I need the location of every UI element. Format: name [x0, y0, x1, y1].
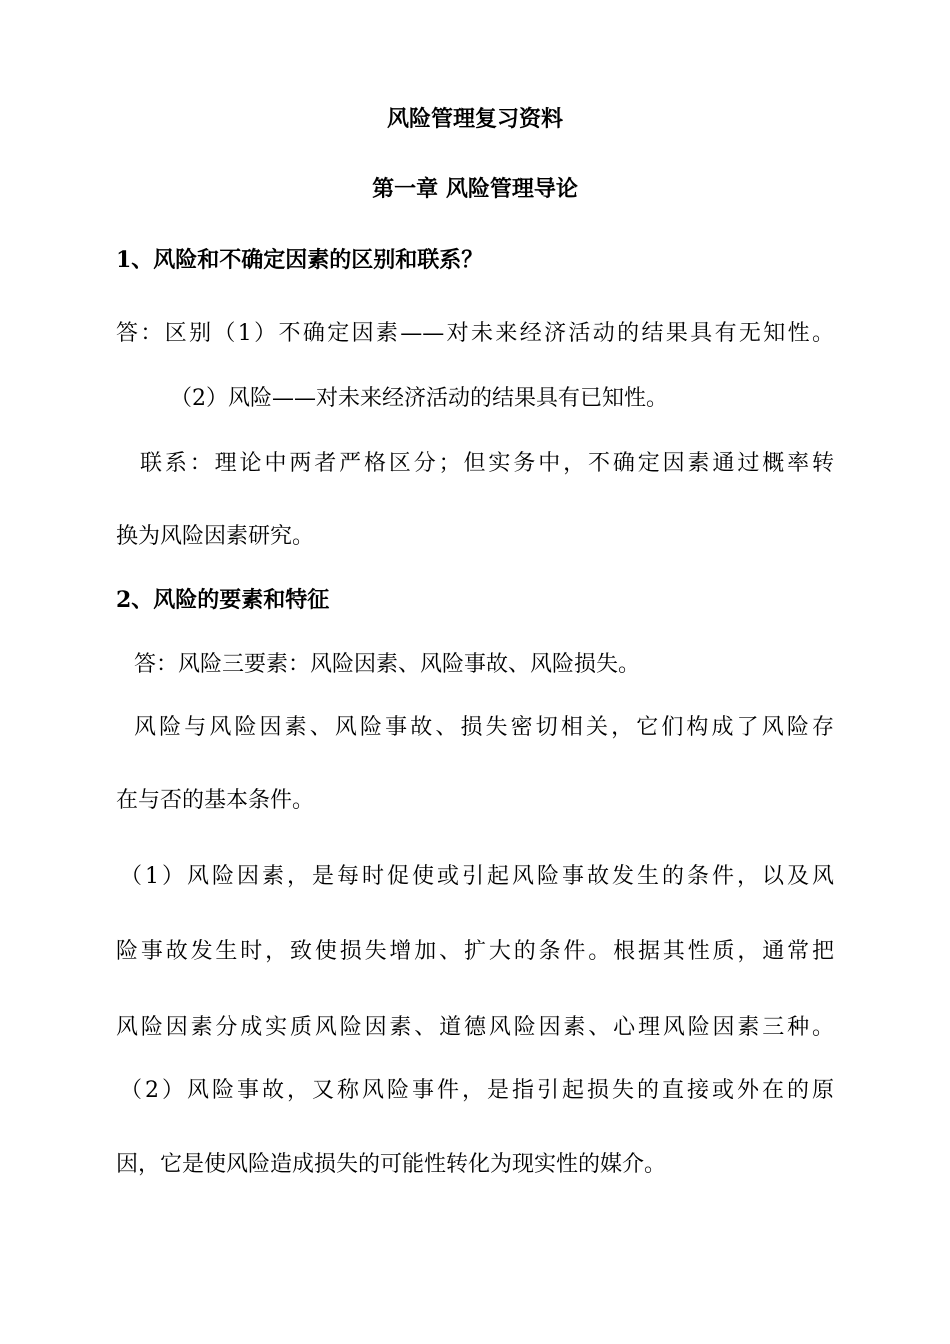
q1-answer-line: （2）风险——对未来经济活动的结果具有已知性。	[170, 386, 668, 411]
risk-factor-line: 风险因素分成实质风险因素、道德风险因素、心理风险因素三种。	[116, 1015, 834, 1040]
q1-relation-line: 换为风险因素研究。	[116, 524, 315, 549]
risk-factor-line: 险事故发生时，致使损失增加、扩大的条件。根据其性质，通常把	[116, 939, 834, 964]
document-title: 风险管理复习资料	[386, 106, 563, 132]
chapter-heading: 第一章 风险管理导论	[372, 176, 578, 202]
q1-relation-line: 联系：理论中两者严格区分；但实务中，不确定因素通过概率转	[140, 451, 834, 476]
risk-event-line: （2）风险事故，又称风险事件，是指引起损失的直接或外在的原	[120, 1078, 834, 1103]
question-1-heading: 1、风险和不确定因素的区别和联系？	[116, 247, 484, 273]
question-2-heading: 2、风险的要素和特征	[116, 587, 330, 613]
q2-paragraph-line: 风险与风险因素、风险事故、损失密切相关，它们构成了风险存	[134, 715, 834, 740]
q2-answer-line: 答：风险三要素：风险因素、风险事故、风险损失。	[134, 652, 641, 677]
risk-factor-line: （1）风险因素，是每时促使或引起风险事故发生的条件，以及风	[120, 864, 834, 889]
q1-answer-line: 答：区别（1）不确定因素——对未来经济活动的结果具有无知性。	[116, 321, 834, 346]
q2-paragraph-line: 在与否的基本条件。	[116, 788, 315, 813]
risk-event-line: 因，它是使风险造成损失的可能性转化为现实性的媒介。	[116, 1152, 667, 1177]
